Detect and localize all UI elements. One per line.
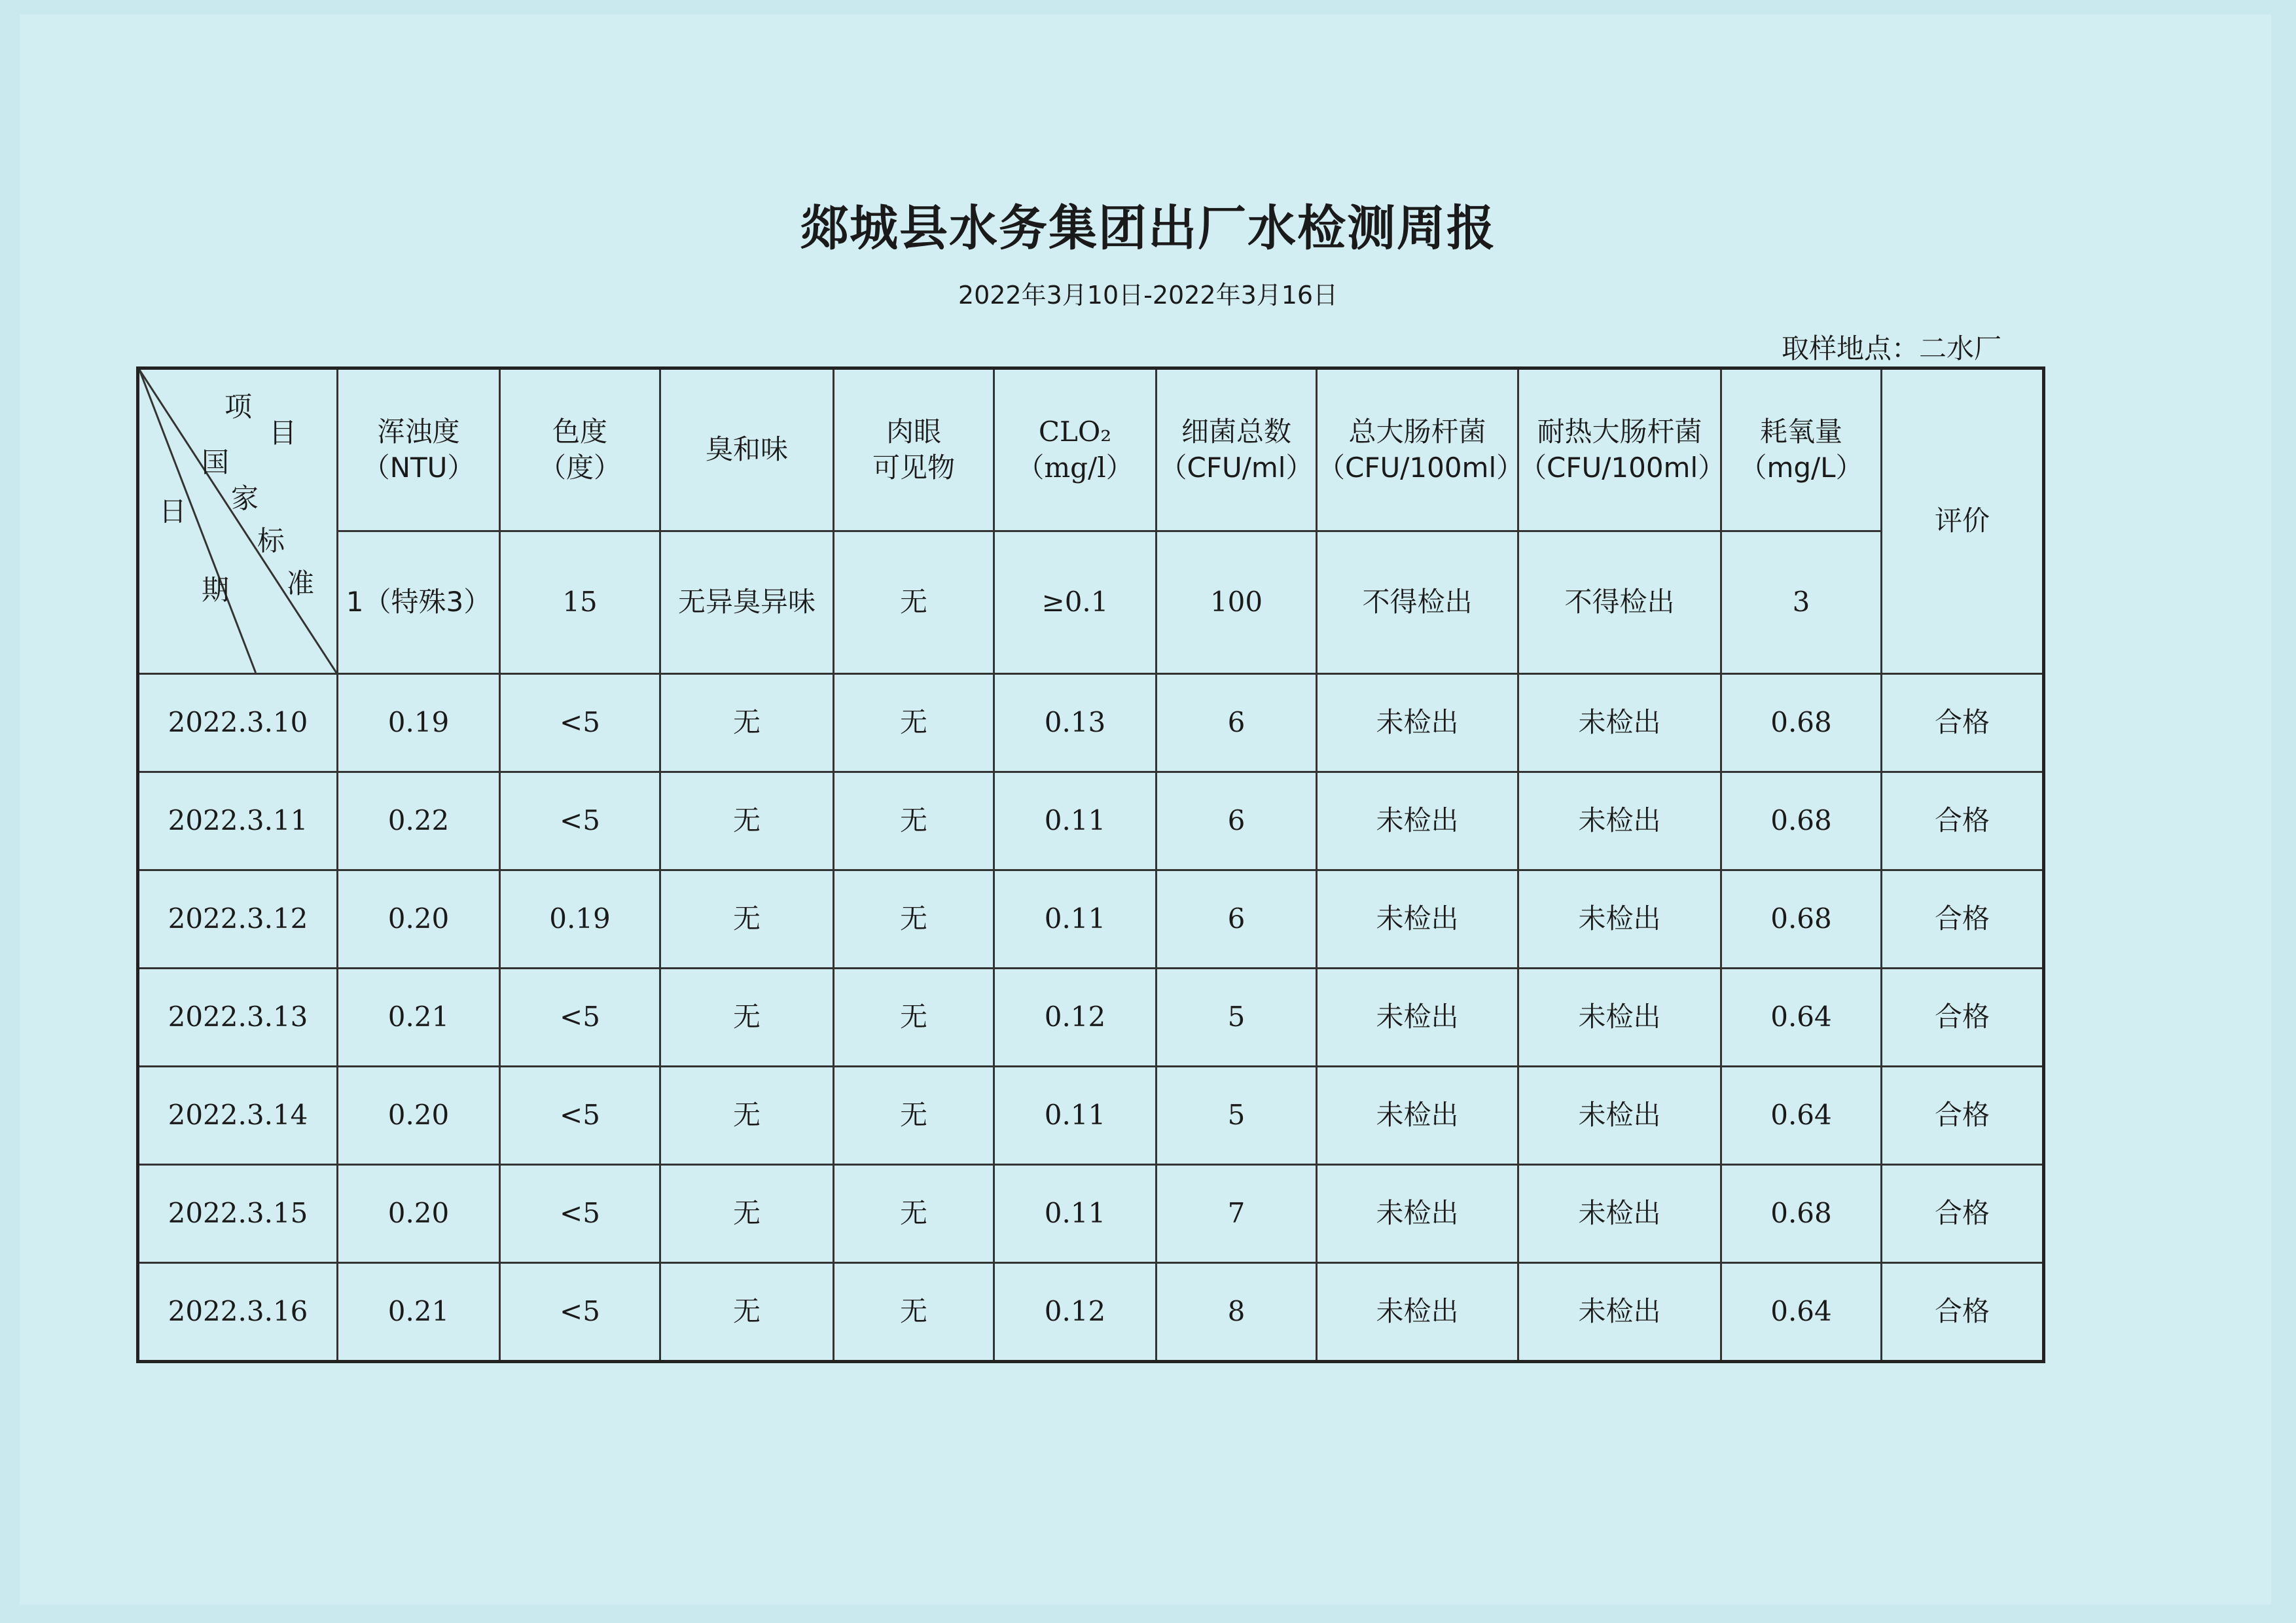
value-cell: 无 [834,969,994,1067]
value-cell: 未检出 [1518,772,1721,870]
value-cell: 无 [834,1263,994,1362]
corner-std-3: 标 [257,525,285,557]
corner-item-1: 项 [224,391,253,423]
evaluation-cell: 合格 [1882,772,2044,870]
value-cell: <5 [500,674,660,772]
table-row [138,870,2044,969]
header-visible-matter: 肉眼 可见物 [834,368,994,531]
standard-row [138,531,2044,674]
value-cell: 0.20 [338,1067,500,1165]
corner-item-2: 目 [269,417,297,449]
header-clo2: CLO₂ （mg/l） [994,368,1157,531]
corner-std-1: 国 [202,446,230,478]
value-cell: 0.68 [1721,1165,1882,1263]
standard-cell: ≥0.1 [994,531,1157,674]
value-cell: 6 [1157,870,1317,969]
value-cell: 0.21 [338,1263,500,1362]
header-odor: 臭和味 [660,368,834,531]
value-cell: 无 [834,674,994,772]
value-cell: 0.12 [994,969,1157,1067]
standard-cell: 1（特殊3） [338,531,500,674]
value-cell: 0.11 [994,1165,1157,1263]
evaluation-cell: 合格 [1882,1263,2044,1362]
value-cell: 0.68 [1721,674,1882,772]
value-cell: 无 [834,870,994,969]
header-bacteria: 细菌总数 （CFU/ml） [1157,368,1317,531]
header-coliform: 总大肠杆菌 （CFU/100ml） [1317,368,1518,531]
value-cell: 未检出 [1518,1067,1721,1165]
value-cell: 0.64 [1721,969,1882,1067]
date-cell: 2022.3.13 [138,969,338,1067]
date-cell: 2022.3.11 [138,772,338,870]
evaluation-cell: 合格 [1882,870,2044,969]
value-cell: 无 [660,870,834,969]
header-row [138,368,2044,531]
standard-cell: 无 [834,531,994,674]
value-cell: 0.11 [994,772,1157,870]
standard-cell: 15 [500,531,660,674]
evaluation-cell: 合格 [1882,969,2044,1067]
value-cell: 无 [660,1067,834,1165]
evaluation-cell: 合格 [1882,1067,2044,1165]
value-cell: 未检出 [1317,1067,1518,1165]
value-cell: 6 [1157,772,1317,870]
header-thermo-coliform: 耐热大肠杆菌 （CFU/100ml） [1518,368,1721,531]
value-cell: 未检出 [1317,870,1518,969]
value-cell: 0.68 [1721,772,1882,870]
value-cell: <5 [500,1067,660,1165]
standard-cell: 3 [1721,531,1882,674]
value-cell: 0.64 [1721,1067,1882,1165]
value-cell: 0.22 [338,772,500,870]
report-period: 2022年3月10日-2022年3月16日 [958,281,1338,310]
standard-cell: 不得检出 [1317,531,1518,674]
value-cell: 无 [834,772,994,870]
sampling-location: 取样地点：二水厂 [1781,332,2001,365]
evaluation-cell: 合格 [1882,674,2044,772]
corner-date-2: 期 [202,574,230,606]
value-cell: 0.68 [1721,870,1882,969]
value-cell: 未检出 [1317,969,1518,1067]
date-cell: 2022.3.12 [138,870,338,969]
table-row [138,1263,2044,1362]
value-cell: 6 [1157,674,1317,772]
value-cell: 0.20 [338,1165,500,1263]
header-evaluation: 评价 [1882,368,2044,674]
value-cell: 未检出 [1317,674,1518,772]
table-row [138,772,2044,870]
data-rows [138,674,2044,1362]
value-cell: 0.12 [994,1263,1157,1362]
value-cell: <5 [500,1263,660,1362]
value-cell: 未检出 [1518,969,1721,1067]
diagonal-corner-cell [138,368,338,674]
corner-date-1: 日 [159,495,187,527]
value-cell: 无 [834,1067,994,1165]
value-cell: 0.64 [1721,1263,1882,1362]
table-row [138,1165,2044,1263]
date-cell: 2022.3.15 [138,1165,338,1263]
date-cell: 2022.3.16 [138,1263,338,1362]
value-cell: <5 [500,1165,660,1263]
value-cell: 0.11 [994,870,1157,969]
value-cell: 5 [1157,969,1317,1067]
header-oxygen-consumption: 耗氧量 （mg/L） [1721,368,1882,531]
corner-std-4: 准 [287,567,315,599]
value-cell: <5 [500,772,660,870]
value-cell: 0.21 [338,969,500,1067]
standard-cell: 不得检出 [1518,531,1721,674]
water-quality-table [136,366,2045,1363]
value-cell: 0.20 [338,870,500,969]
value-cell: 8 [1157,1263,1317,1362]
value-cell: 5 [1157,1067,1317,1165]
value-cell: 未检出 [1317,772,1518,870]
value-cell: 无 [660,969,834,1067]
value-cell: 0.19 [500,870,660,969]
corner-std-2: 家 [231,482,259,514]
value-cell: 未检出 [1317,1263,1518,1362]
table-row [138,1067,2044,1165]
report-title: 郯城县水务集团出厂水检测周报 [800,200,1496,257]
value-cell: <5 [500,969,660,1067]
table-row [138,674,2044,772]
value-cell: 7 [1157,1165,1317,1263]
value-cell: 未检出 [1317,1165,1518,1263]
value-cell: 0.11 [994,1067,1157,1165]
value-cell: 无 [660,1165,834,1263]
standard-cell: 无异臭异味 [660,531,834,674]
value-cell: 0.13 [994,674,1157,772]
value-cell: 0.19 [338,674,500,772]
value-cell: 未检出 [1518,1263,1721,1362]
date-cell: 2022.3.14 [138,1067,338,1165]
value-cell: 无 [660,772,834,870]
standard-cell: 100 [1157,531,1317,674]
value-cell: 未检出 [1518,870,1721,969]
value-cell: 未检出 [1518,674,1721,772]
value-cell: 无 [660,674,834,772]
date-cell: 2022.3.10 [138,674,338,772]
header-turbidity: 浑浊度 （NTU） [338,368,500,531]
value-cell: 无 [660,1263,834,1362]
value-cell: 无 [834,1165,994,1263]
evaluation-cell: 合格 [1882,1165,2044,1263]
header-color: 色度 （度） [500,368,660,531]
value-cell: 未检出 [1518,1165,1721,1263]
table-row [138,969,2044,1067]
